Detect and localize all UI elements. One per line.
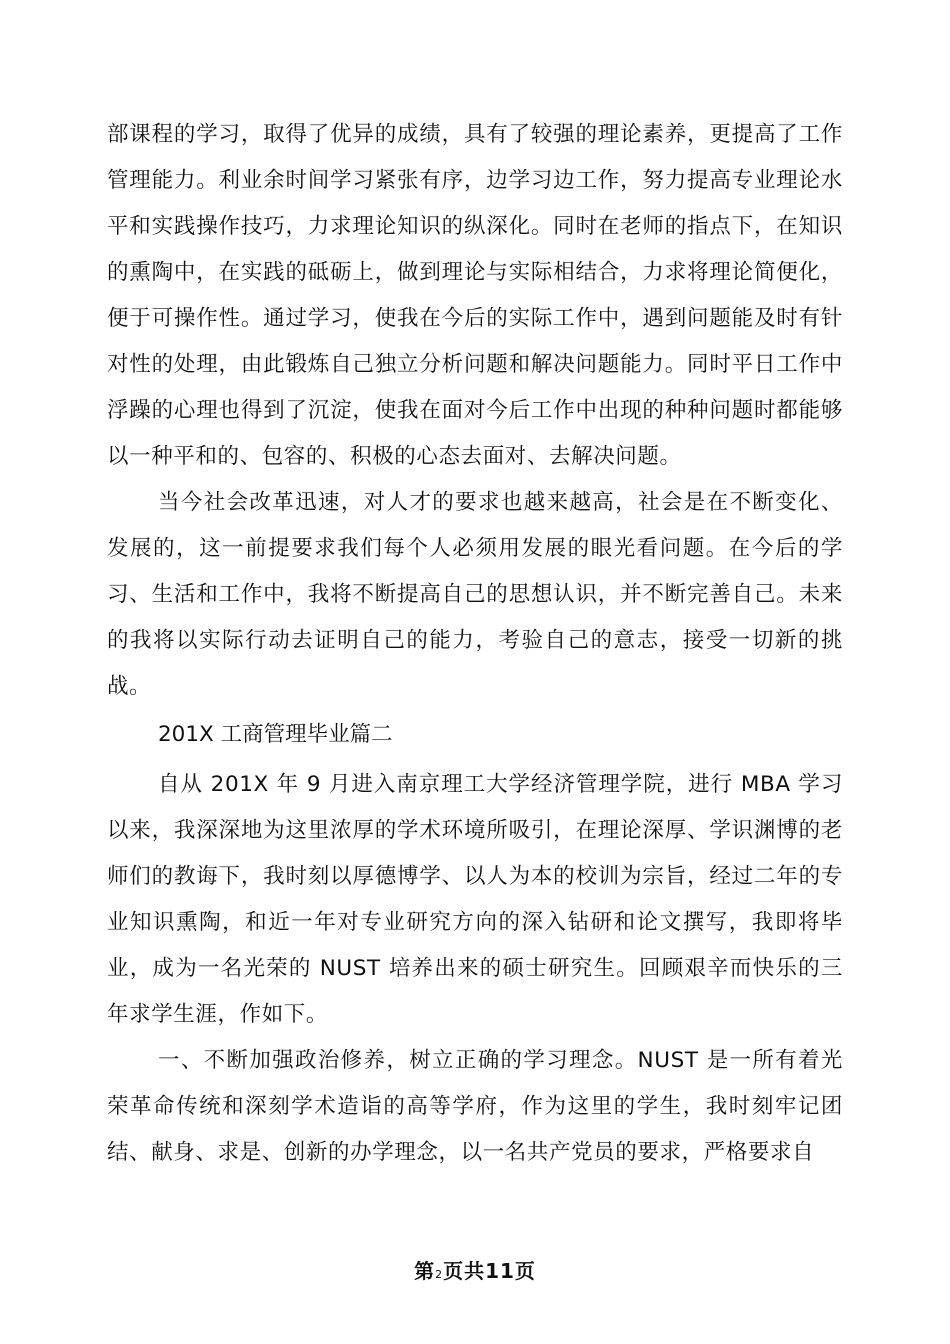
footer-suffix: 页 bbox=[514, 1259, 536, 1283]
paragraph-3: 自从 201X 年 9 月进入南京理工大学经济管理学院，进行 MBA 学习以来，我深深地为这里浓厚的学术环境所吸引，在理论深厚、学识渊博的老师们的教诲下，我时刻以厚德博学、以人为本的校训为宗旨，经过二年的专业知识熏陶，和近一年对专业研究方向的深入钻研和论文撰写，我即将毕业，成为一名光荣的 NUST 培养出来的硕士研究生。回顾艰辛而快乐的三年求学生涯，作如下。 bbox=[107, 772, 843, 1027]
document-body bbox=[107, 112, 843, 1176]
paragraph-1: 部课程的学习，取得了优异的成绩，具有了较强的理论素养，更提高了工作管理能力。利业余时间学习紧张有序，边学习边工作，努力提高专业理论水平和实践操作技巧，力求理论知识的纵深化。同时在老师的指点下，在知识的熏陶中，在实践的砥砺上，做到理论与实际相结合，力求将理论简便化，便于可操作性。通过学习，使我在今后的实际工作中，遇到问题能及时有针对性的处理，由此锻炼自己独立分析问题和解决问题能力。同时平日工作中浮躁的心理也得到了沉淀，使我在面对今后工作中出现的种种问题时都能够以一种平和的、包容的、积极的心态去面对、去解决问题。 bbox=[107, 122, 843, 469]
footer-page-number: 2 bbox=[435, 1268, 444, 1281]
footer-total: 11 bbox=[485, 1259, 515, 1283]
page-footer bbox=[0, 1255, 950, 1284]
footer-middle: 页共 bbox=[443, 1259, 486, 1283]
paragraph-2: 当今社会改革迅速，对人才的要求也越来越高，社会是在不断变化、发展的，这一前提要求我们每个人必须用发展的眼光看问题。在今后的学习、生活和工作中，我将不断提高自己的思想认识，并不断完善自己。未来的我将以实际行动去证明自己的能力，考验自己的意志，接受一切新的挑战。 bbox=[107, 490, 843, 699]
footer-prefix: 第 bbox=[414, 1259, 436, 1283]
section-heading: 201X 工商管理毕业篇二 bbox=[158, 722, 393, 747]
paragraph-4: 一、不断加强政治修养，树立正确的学习理念。NUST 是一所有着光荣革命传统和深刻学术造诣的高等学府，作为这里的学生，我时刻牢记团结、献身、求是、创新的办学理念，以一名共产党员的要求，严格要求自 bbox=[107, 1048, 843, 1165]
